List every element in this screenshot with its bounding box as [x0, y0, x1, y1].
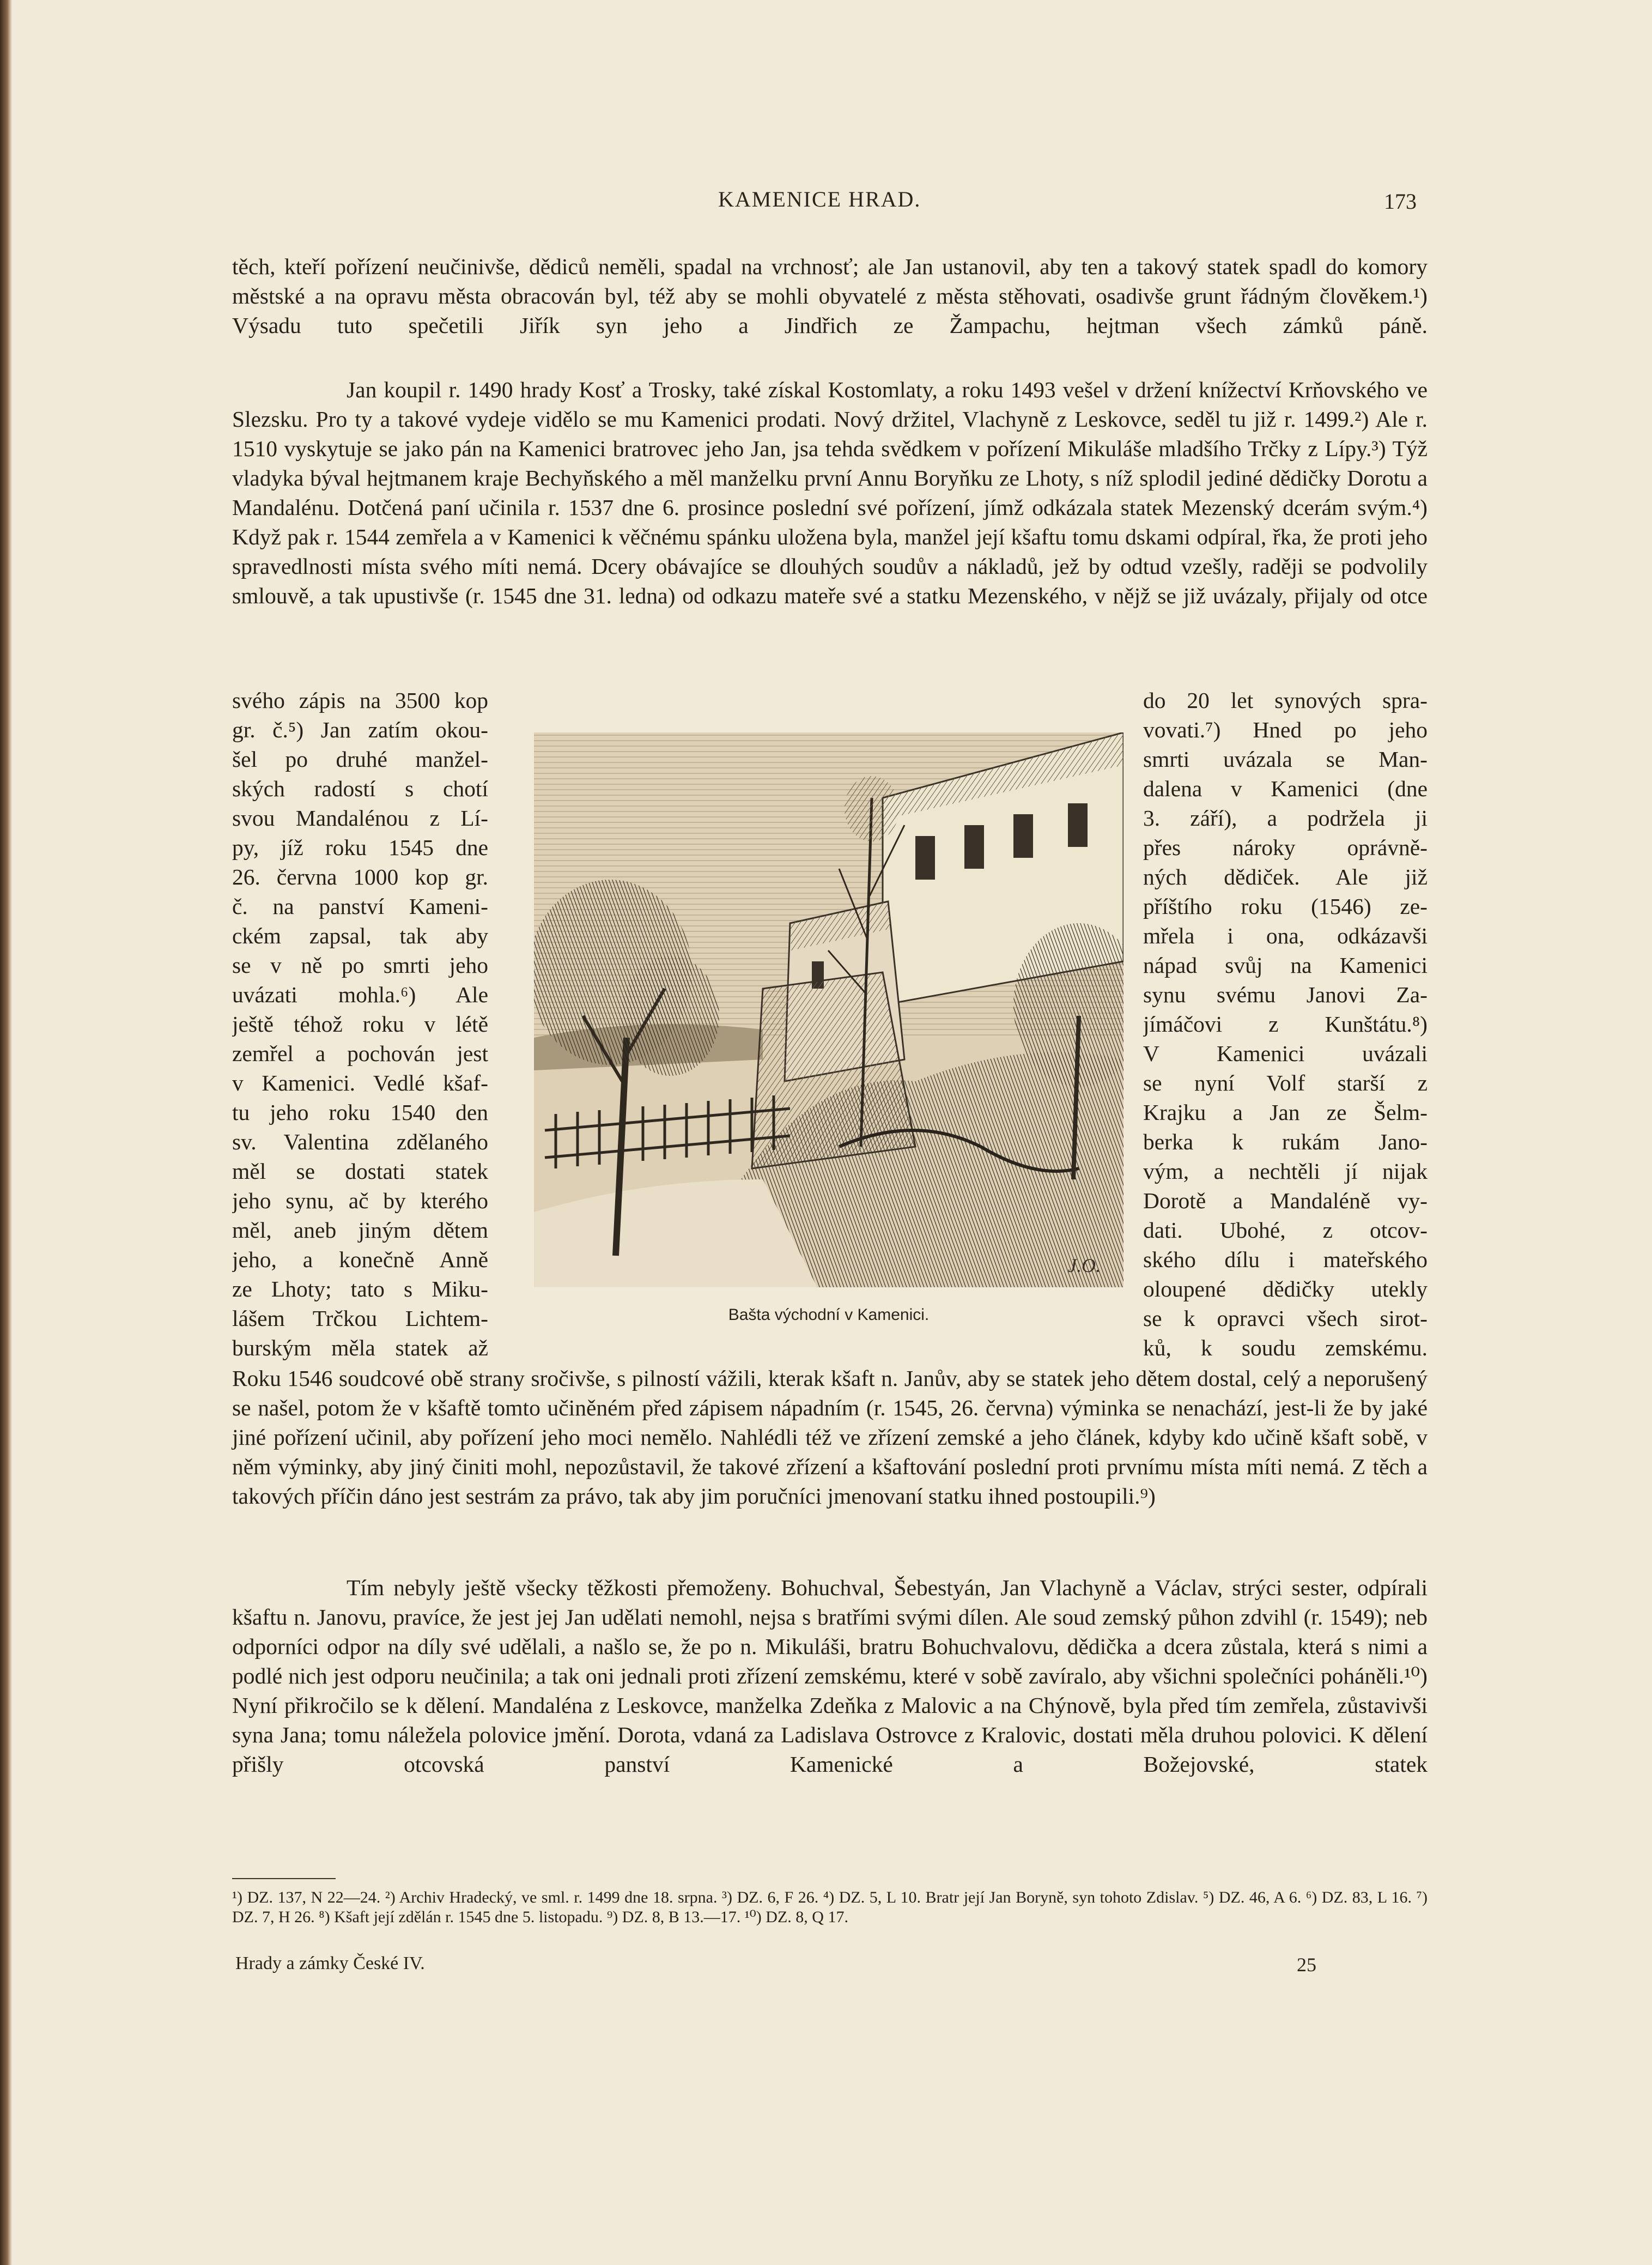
right-column-line: přes nároky oprávně-: [1143, 835, 1428, 860]
left-column-line: sv. Valentina zdělaného: [232, 1129, 488, 1154]
left-column-line: č. na panství Kameni-: [232, 894, 488, 919]
left-column-line: měl, aneb jiným dětem: [232, 1218, 488, 1243]
right-column-line: nápad svůj na Kamenici: [1143, 953, 1428, 978]
right-column-line: ského dílu i mateřského: [1143, 1247, 1428, 1272]
figure-caption: Bašta východní v Kamenici.: [728, 1306, 930, 1324]
paragraph-2: Jan koupil r. 1490 hrady Kosť a Trosky, také získal Kostomlaty, a roku 1493 vešel v držení knížectví Krňovského ve Slezsku. Pro ty a takové vydeje vidělo se mu Kamenici prodati. Nový držitel, Vlachyně z Leskovce, seděl tu již r. 1499.²) Ale r. 1510 vyskytuje se jako pán na Kamenici bratrovec jeho Jan, jsa tehda svědkem v pořízení Mikuláše mladšího Trčky z Lípy.³) Týž vladyka býval hejtmanem kraje Bechyňského a měl manželku první Annu Boryňku ze Lhoty, s níž splodil jediné dědičky Dorotu a Mandalénu. Dotčená paní učinila r. 1537 dne 6. prosince poslední své pořízení, jímž odkázala statek Mezenský dcerám svým.⁴) Když pak r. 1544 zemřela a v Kamenici k věčnému spánku uložena byla, manžel její kšaftu tomu dskami odpíral, řka, že proti jeho spravedlnosti místa svého míti nemá. Dcery obávajíce se dlouhých soudův a nákladů, jež by odtud vzešly, raději se podvolily smlouvě, a tak upustivše (r. 1545 dne 31. ledna) od odkazu mateře své a statku Mezenského, v nějž se již uvázaly, přijaly od otce: [232, 377, 1428, 608]
right-column-line: ků, k soudu zemskému.: [1143, 1335, 1428, 1360]
left-column-line: ještě téhož roku v létě: [232, 1012, 488, 1037]
left-column-line: gr. č.⁵) Jan zatím okou-: [232, 717, 488, 742]
left-column-line: py, jíž roku 1545 dne: [232, 835, 488, 860]
right-column-line: V Kamenici uvázali: [1143, 1041, 1428, 1066]
right-column-line: příštího roku (1546) ze-: [1143, 894, 1428, 919]
right-column-line: oloupené dědičky utekly: [1143, 1276, 1428, 1301]
paragraph-4: Tím nebyly ještě všecky těžkosti přemoženy. Bohuchval, Šebestyán, Jan Vlachyně a Václav, strýci sester, odpírali kšaftu n. Janovu, pravíce, že jest jej Jan udělati nemohl, nejsa s bratřími svými dílen. Ale soud zemský půhon zdvihl (r. 1549); neb odporníci odpor na díly své udělali, a našlo se, že po n. Mikuláši, bratru Bohuchvalovu, dědička a dcera zůstala, která s nimi a podlé nich jest odporu neučinila; a tak oni jednali proti zřízení zemskému, které v sobě zavíralo, aby všichni společníci poháněli.¹⁰) Nyní přikročilo se k dělení. Mandaléna z Leskovce, manželka Zdeňka z Malovic a na Chýnově, byla před tím zemřela, zůstavivši syna Jana; tomu náležela polovice jmění. Dorota, vdaná za Ladislava Ostrovce z Kralovic, dostati měla druhou polovici. K dělení přišly otcovská panství Kamenické a Božejovské, statek: [232, 1575, 1428, 1777]
right-column-line: dalena v Kamenici (dne: [1143, 776, 1428, 801]
right-text-column: [1143, 686, 1428, 1362]
left-column-line: uvázati mohla.⁶) Ale: [232, 982, 488, 1007]
right-column-line: jímáčovi z Kunštátu.⁸): [1143, 1012, 1428, 1037]
left-column-line: ze Lhoty; tato s Miku-: [232, 1276, 488, 1301]
book-title-footer: Hrady a zámky České IV.: [235, 1953, 425, 1973]
page-number: 173: [1384, 189, 1417, 214]
right-column-line: vým, a nechtěli jí nijak: [1143, 1159, 1428, 1184]
right-column-line: smrti uvázala se Man-: [1143, 747, 1428, 772]
left-column-line: měl se dostati statek: [232, 1159, 488, 1184]
left-column-line: ckém zapsal, tak aby: [232, 923, 488, 948]
left-column-line: svého zápis na 3500 kop: [232, 688, 488, 713]
signature-mark: 25: [1297, 1954, 1316, 1976]
paragraph-3: Roku 1546 soudcové obě strany sročivše, s pilností vážili, kterak kšaft n. Janův, aby se statek jeho dětem dostal, celý a neporušený se našel, potom že v kšaftě tomto učiněném před zápisem nápadním (r. 1545, 26. června) výminka se nenachází, jest-li že by jaké jiné pořízení učinil, aby pořízení jeho moci nemělo. Nahlédli též ve zřízení zemské a jeho článek, kdyby kdo učině kšaft sobě, v něm výminky, aby jiný činiti mohl, nepozůstavil, že takové zřízení a kšaftování poslední proti prvnímu místa míti nemá. Z těch a takových příčin dáno jest sestrám za právo, tak aby jim poručníci jmenovaní statku ihned postoupili.⁹): [232, 1366, 1428, 1509]
left-text-column: [232, 686, 488, 1362]
engraving-illustration: [534, 732, 1123, 1287]
left-column-line: v Kamenici. Vedlé kšaf-: [232, 1070, 488, 1095]
left-column-line: jeho synu, ač by kterého: [232, 1188, 488, 1213]
right-column-line: ných dědiček. Ale již: [1143, 864, 1428, 889]
paragraph-1: těch, kteří pořízení neučinivše, dědiců neměli, spadal na vrchnosť; ale Jan ustanovil, aby ten a takový statek spadl do komory městské a na opravu města obracován byl, též aby se mohli obyvatelé z města stěhovati, osadivše grunt řádným člověkem.¹) Výsadu tuto spečetili Jiřík syn jeho a Jindřich ze Žampachu, hejtman všech zámků páně.: [232, 254, 1428, 338]
left-column-line: burským měla statek až: [232, 1335, 488, 1360]
right-column-line: synu svému Janovi Za-: [1143, 982, 1428, 1007]
right-column-line: Dorotě a Mandaléně vy-: [1143, 1188, 1428, 1213]
right-column-line: dati. Ubohé, z otcov-: [1143, 1218, 1428, 1243]
running-head: [0, 186, 1652, 219]
right-column-line: mřela i ona, odkázavši: [1143, 923, 1428, 948]
left-column-line: zemřel a pochován jest: [232, 1041, 488, 1066]
left-column-line: ských radostí s chotí: [232, 776, 488, 801]
right-column-line: do 20 let synových spra-: [1143, 688, 1428, 713]
right-column-line: vovati.⁷) Hned po jeho: [1143, 717, 1428, 742]
engraver-signature: J.O.: [1068, 1255, 1101, 1276]
left-column-line: jeho, a konečně Anně: [232, 1247, 488, 1272]
right-column-line: se nyní Volf starší z: [1143, 1070, 1428, 1095]
left-column-line: svou Mandalénou z Lí-: [232, 806, 488, 831]
right-column-line: berka k rukám Jano-: [1143, 1129, 1428, 1154]
engraving-drawing: [534, 732, 1123, 1287]
running-title: KAMENICE HRAD.: [718, 187, 921, 211]
left-column-line: se v ně po smrti jeho: [232, 953, 488, 978]
footnote-rule: [232, 1878, 336, 1879]
left-column-line: tu jeho roku 1540 den: [232, 1100, 488, 1125]
footnotes: ¹) DZ. 137, N 22—24. ²) Archiv Hradecký, ve sml. r. 1499 dne 18. srpna. ³) DZ. 6, F 26. ⁴) DZ. 5, L 10. Bratr její Jan Boryně, syn tohoto Zdislav. ⁵) DZ. 46, A 6. ⁶) DZ. 83, L 16. ⁷) DZ. 7, H 26. ⁸) Kšaft její zdělán r. 1545 dne 5. listopadu. ⁹) DZ. 8, B 13.—17. ¹⁰) DZ. 8, Q 17.: [232, 1888, 1428, 1926]
right-column-line: se k opravci všech sirot-: [1143, 1306, 1428, 1331]
right-column-line: 3. září), a podržela ji: [1143, 806, 1428, 831]
left-column-line: šel po druhé manžel-: [232, 747, 488, 772]
left-column-line: 26. června 1000 kop gr.: [232, 864, 488, 889]
left-column-line: lášem Trčkou Lichtem-: [232, 1306, 488, 1331]
right-column-line: Krajku a Jan ze Šelm-: [1143, 1100, 1428, 1125]
